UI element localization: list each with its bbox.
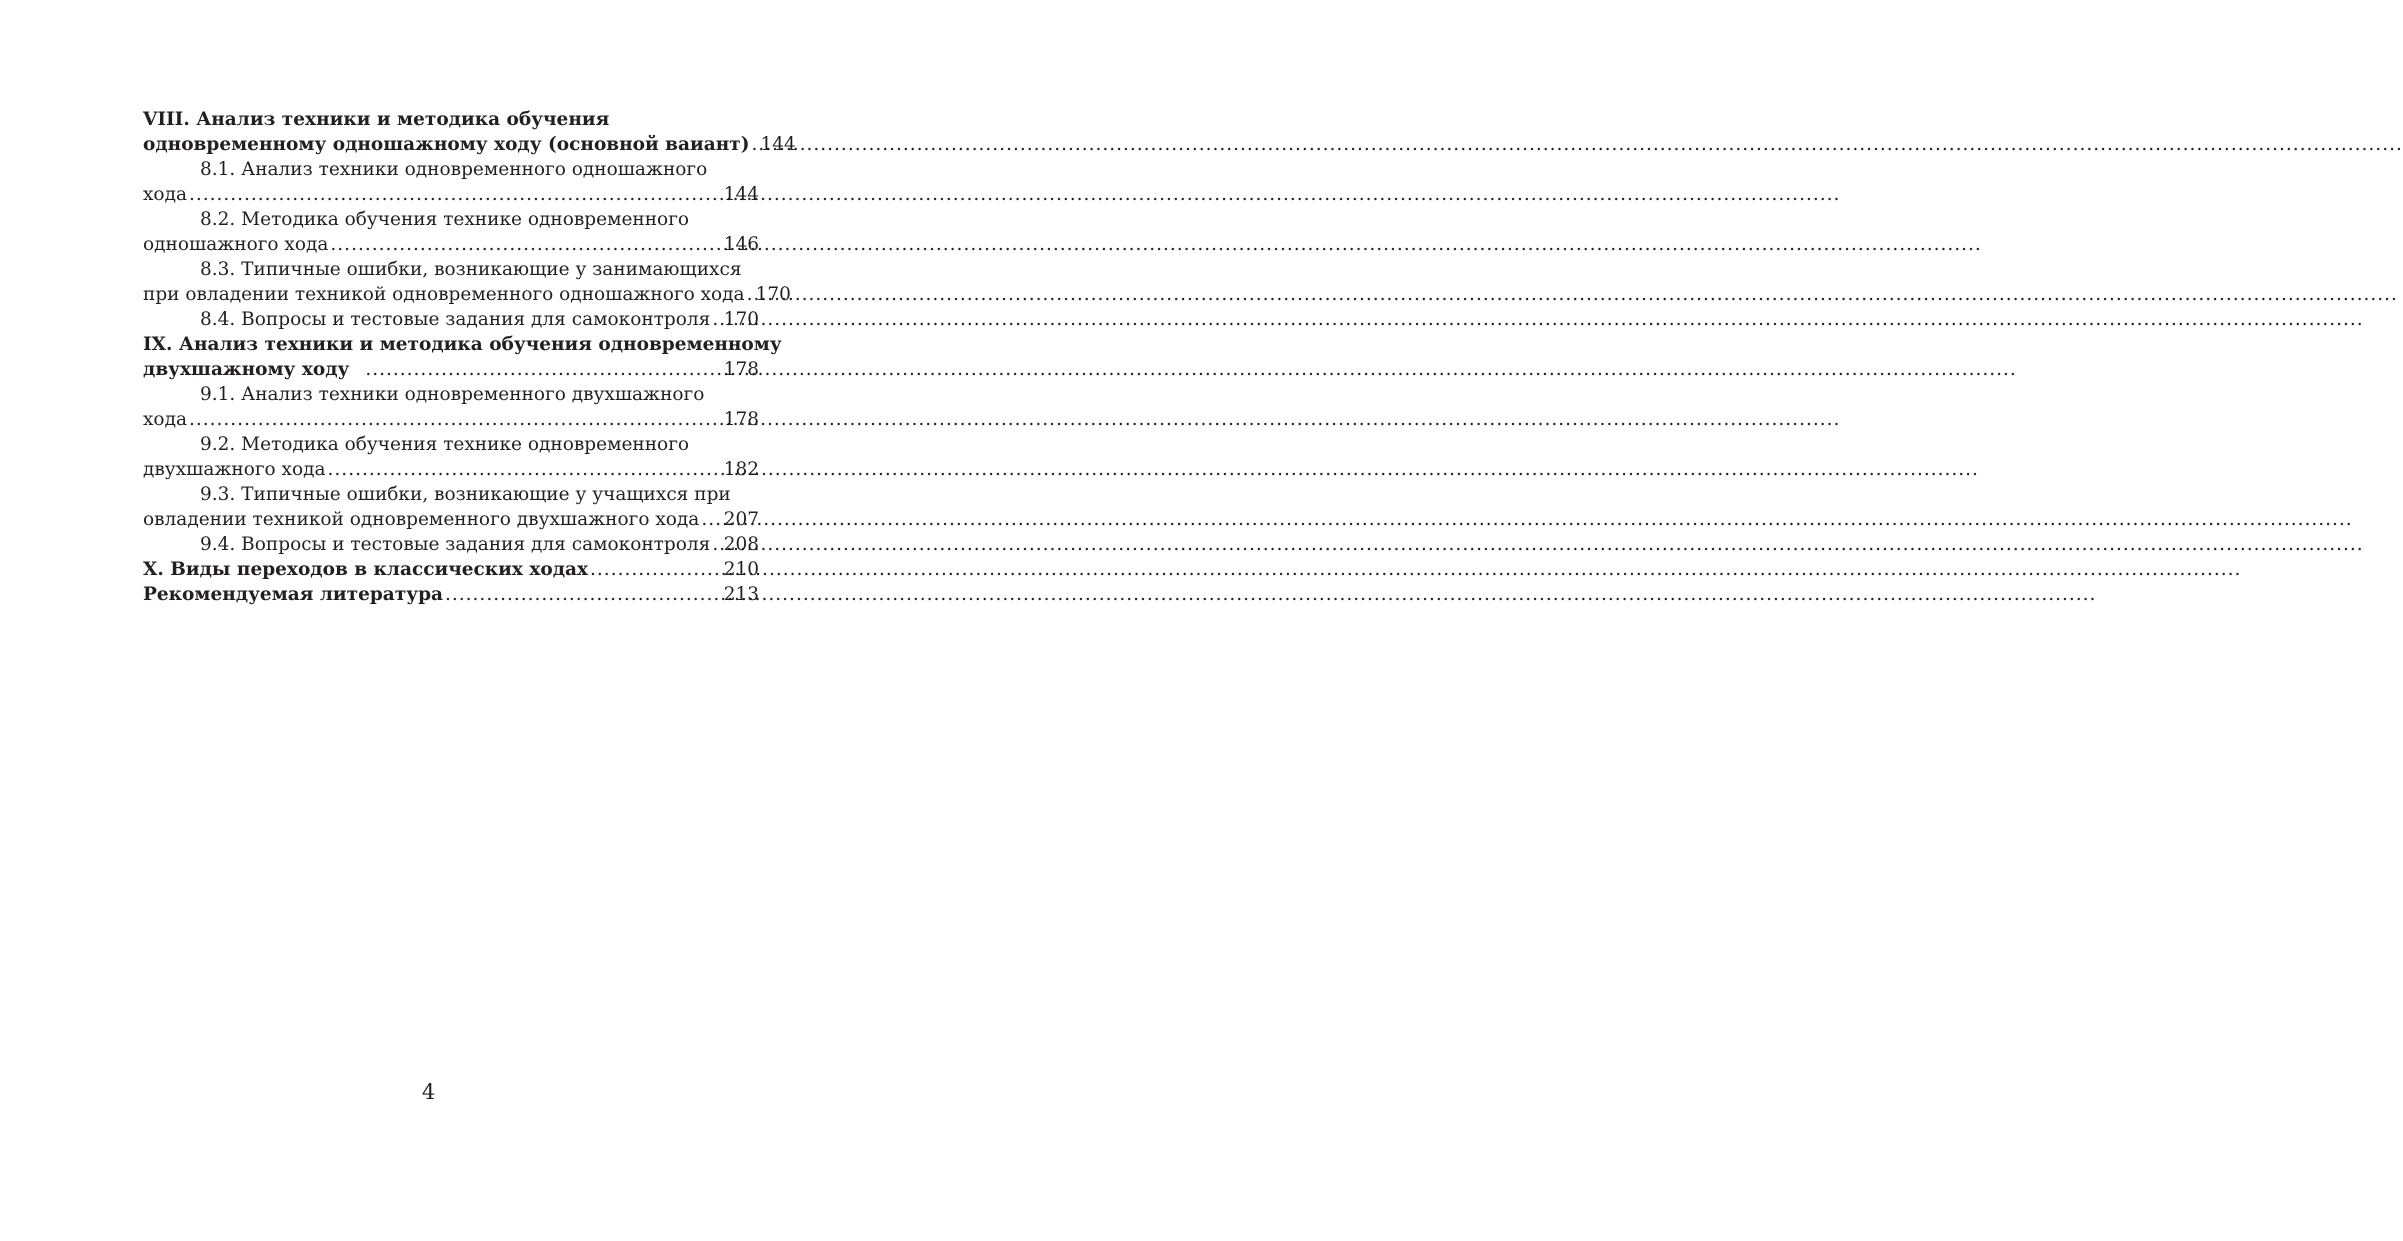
toc-entry-text: 9.4. Вопросы и тестовые задания для самоконтроля [200,534,711,555]
toc-entry-9-line-2 [143,357,759,382]
toc-entry-text: 8.4. Вопросы и тестовые задания для самоконтроля [200,309,711,330]
toc-entry-8-2-line-1 [143,207,759,232]
toc-leader-dots [328,457,723,482]
toc-entry-8-line-2 [143,132,796,157]
toc-entry-text: 9.3. Типичные ошибки, возникающие у учащихся при [200,484,731,505]
toc-page-number: 170 [755,284,791,305]
toc-leader-dots [445,582,723,607]
toc-entry-8-1-line-1 [143,157,759,182]
toc-entry-text: IX. Анализ техники и методика обучения одновременному [143,334,782,355]
toc-entry-text: 9.1. Анализ техники одновременного двухшажного [200,384,705,405]
toc-entry-9-line-1 [143,332,782,357]
toc-leader-dots [590,557,723,582]
toc-leader-dots [747,282,755,307]
toc-page-number: 182 [723,459,759,480]
toc-entry-8-1-line-2 [143,182,759,207]
toc-entry-text: при овладении техникой одновременного одношажного хода [143,284,745,305]
toc-page-number: 213 [723,584,759,605]
toc-entry-9-2-line-2 [143,457,759,482]
toc-entry-text: хода [143,409,187,430]
toc-leader-dots [330,232,722,257]
page-number: 4 [421,1080,436,1104]
toc-entry-text: Рекомендуемая литература [143,584,444,605]
toc-entry-8-3-line-1 [143,257,759,282]
toc-entry-text: VIII. Анализ техники и методика обучения [143,109,610,130]
toc-leader-dots [712,307,722,332]
toc-leader-dots [751,132,759,157]
toc-page-number: 178 [723,409,759,430]
toc-leader-dots [189,407,723,432]
toc-entry-9-1-line-1 [143,382,759,407]
toc-entry-text: 8.1. Анализ техники одновременного одношажного [200,159,708,180]
toc-entry-8-2-line-2 [143,232,759,257]
toc-entry-9-1-line-2 [143,407,759,432]
toc-entry-9-3-line-1 [143,482,759,507]
table-of-contents [143,107,796,607]
toc-page-number: 210 [723,559,759,580]
toc-leader-dots [701,507,722,532]
toc-entry-text: 9.2. Методика обучения технике одновременного [200,434,690,455]
toc-leader-dots [712,532,722,557]
toc-page-number: 170 [723,309,759,330]
toc-entry-text: 8.3. Типичные ошибки, возникающие у занимающихся [200,259,742,280]
toc-entry-text: хода [143,184,187,205]
toc-entry-9-2-line-1 [143,432,759,457]
toc-entry-literature [143,582,759,607]
toc-entry-text: одношажного хода [143,234,329,255]
toc-entry-8-3-line-2 [143,282,791,307]
toc-entry-9-4 [143,532,759,557]
toc-leader-dots [189,182,723,207]
toc-entry-10 [143,557,759,582]
toc-entry-9-3-line-2 [143,507,759,532]
toc-entry-text: овладении техникой одновременного двухшажного хода [143,509,700,530]
toc-page-number: 207 [723,509,759,530]
toc-page-number: 146 [723,234,759,255]
toc-entry-text: 8.2. Методика обучения технике одновременного [200,209,690,230]
toc-entry-text: двухшажного хода [143,459,326,480]
toc-page-number: 144 [760,134,796,155]
toc-leader-dots [365,357,722,382]
toc-entry-8-line-1 [143,107,759,132]
toc-page-number: 178 [723,359,759,380]
toc-entry-text: двухшажному ходу [143,359,350,380]
toc-page-number: 208 [723,534,759,555]
toc-page-number: 144 [723,184,759,205]
toc-entry-8-4 [143,307,759,332]
toc-entry-text: X. Виды переходов в классических ходах [143,559,589,580]
toc-entry-text: одновременному одношажному ходу (основной ваиант) [143,134,750,155]
